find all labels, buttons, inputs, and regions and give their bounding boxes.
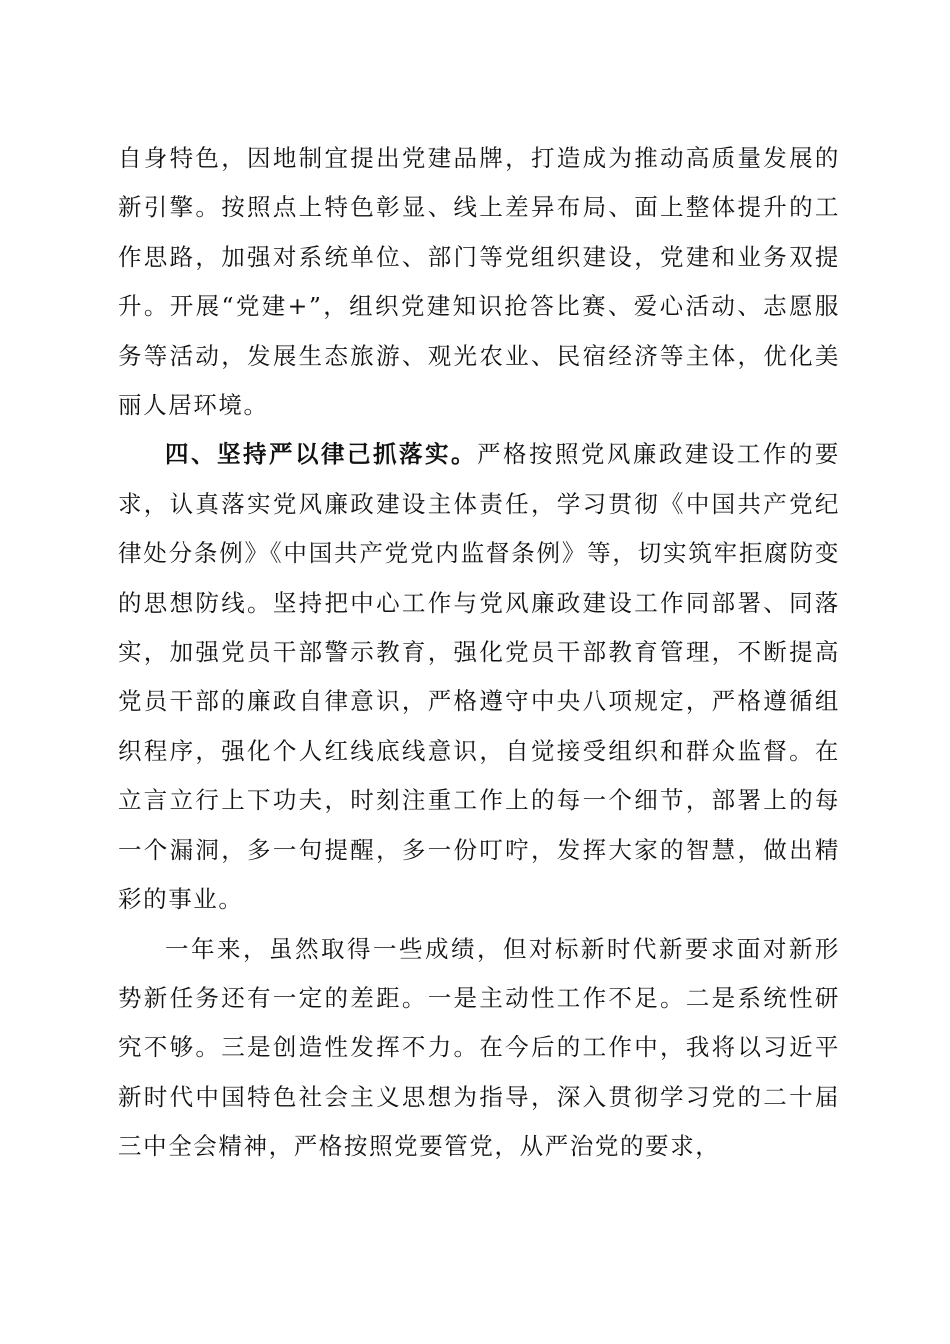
paragraph-summary (118, 925, 840, 1172)
paragraph-text: 一年来，虽然取得一些成绩，但对标新时代新要求面对新形势新任务还有一定的差距。一是主动性工作不足。二是系统性研究不够。三是创造性发挥不力。在今后的工作中，我将以习近平新时代中国特色社会主义思想为指导，深入贯彻学习党的二十届三中全会精神，严格按照党要管党，从严治党的要求， (118, 934, 840, 1161)
document-body (118, 134, 840, 1172)
paragraph-text: 严格按照党风廉政建设工作的要求，认真落实党风廉政建设主体责任，学习贯彻《中国共产党纪律处分条例》《中国共产党党内监督条例》等，切实筑牢拒腐防变的思想防线。坚持把中心工作与党风廉政建设工作同部署、同落实，加强党员干部警示教育，强化党员干部教育管理，不断提高党员干部的廉政自律意识，严格遵守中央八项规定，严格遵循组织程序，强化个人红线底线意识，自觉接受组织和群众监督。在立言立行上下功夫，时刻注重工作上的每一个细节，部署上的每一个漏洞，多一句提醒，多一份叮咛，发挥大家的智慧，做出精彩的事业。 (118, 440, 840, 914)
paragraph-brand-building (118, 134, 840, 430)
paragraph-self-discipline (118, 430, 840, 924)
section-heading: 四、坚持严以律己抓落实。 (165, 440, 477, 469)
paragraph-text: 自身特色，因地制宜提出党建品牌，打造成为推动高质量发展的新引擎。按照点上特色彰显、线上差异布局、面上整体提升的工作思路，加强对系统单位、部门等党组织建设，党建和业务双提升。开展“党建+”，组织党建知识抢答比赛、爱心活动、志愿服务等活动，发展生态旅游、观光农业、民宿经济等主体，优化美丽人居环境。 (118, 144, 840, 420)
